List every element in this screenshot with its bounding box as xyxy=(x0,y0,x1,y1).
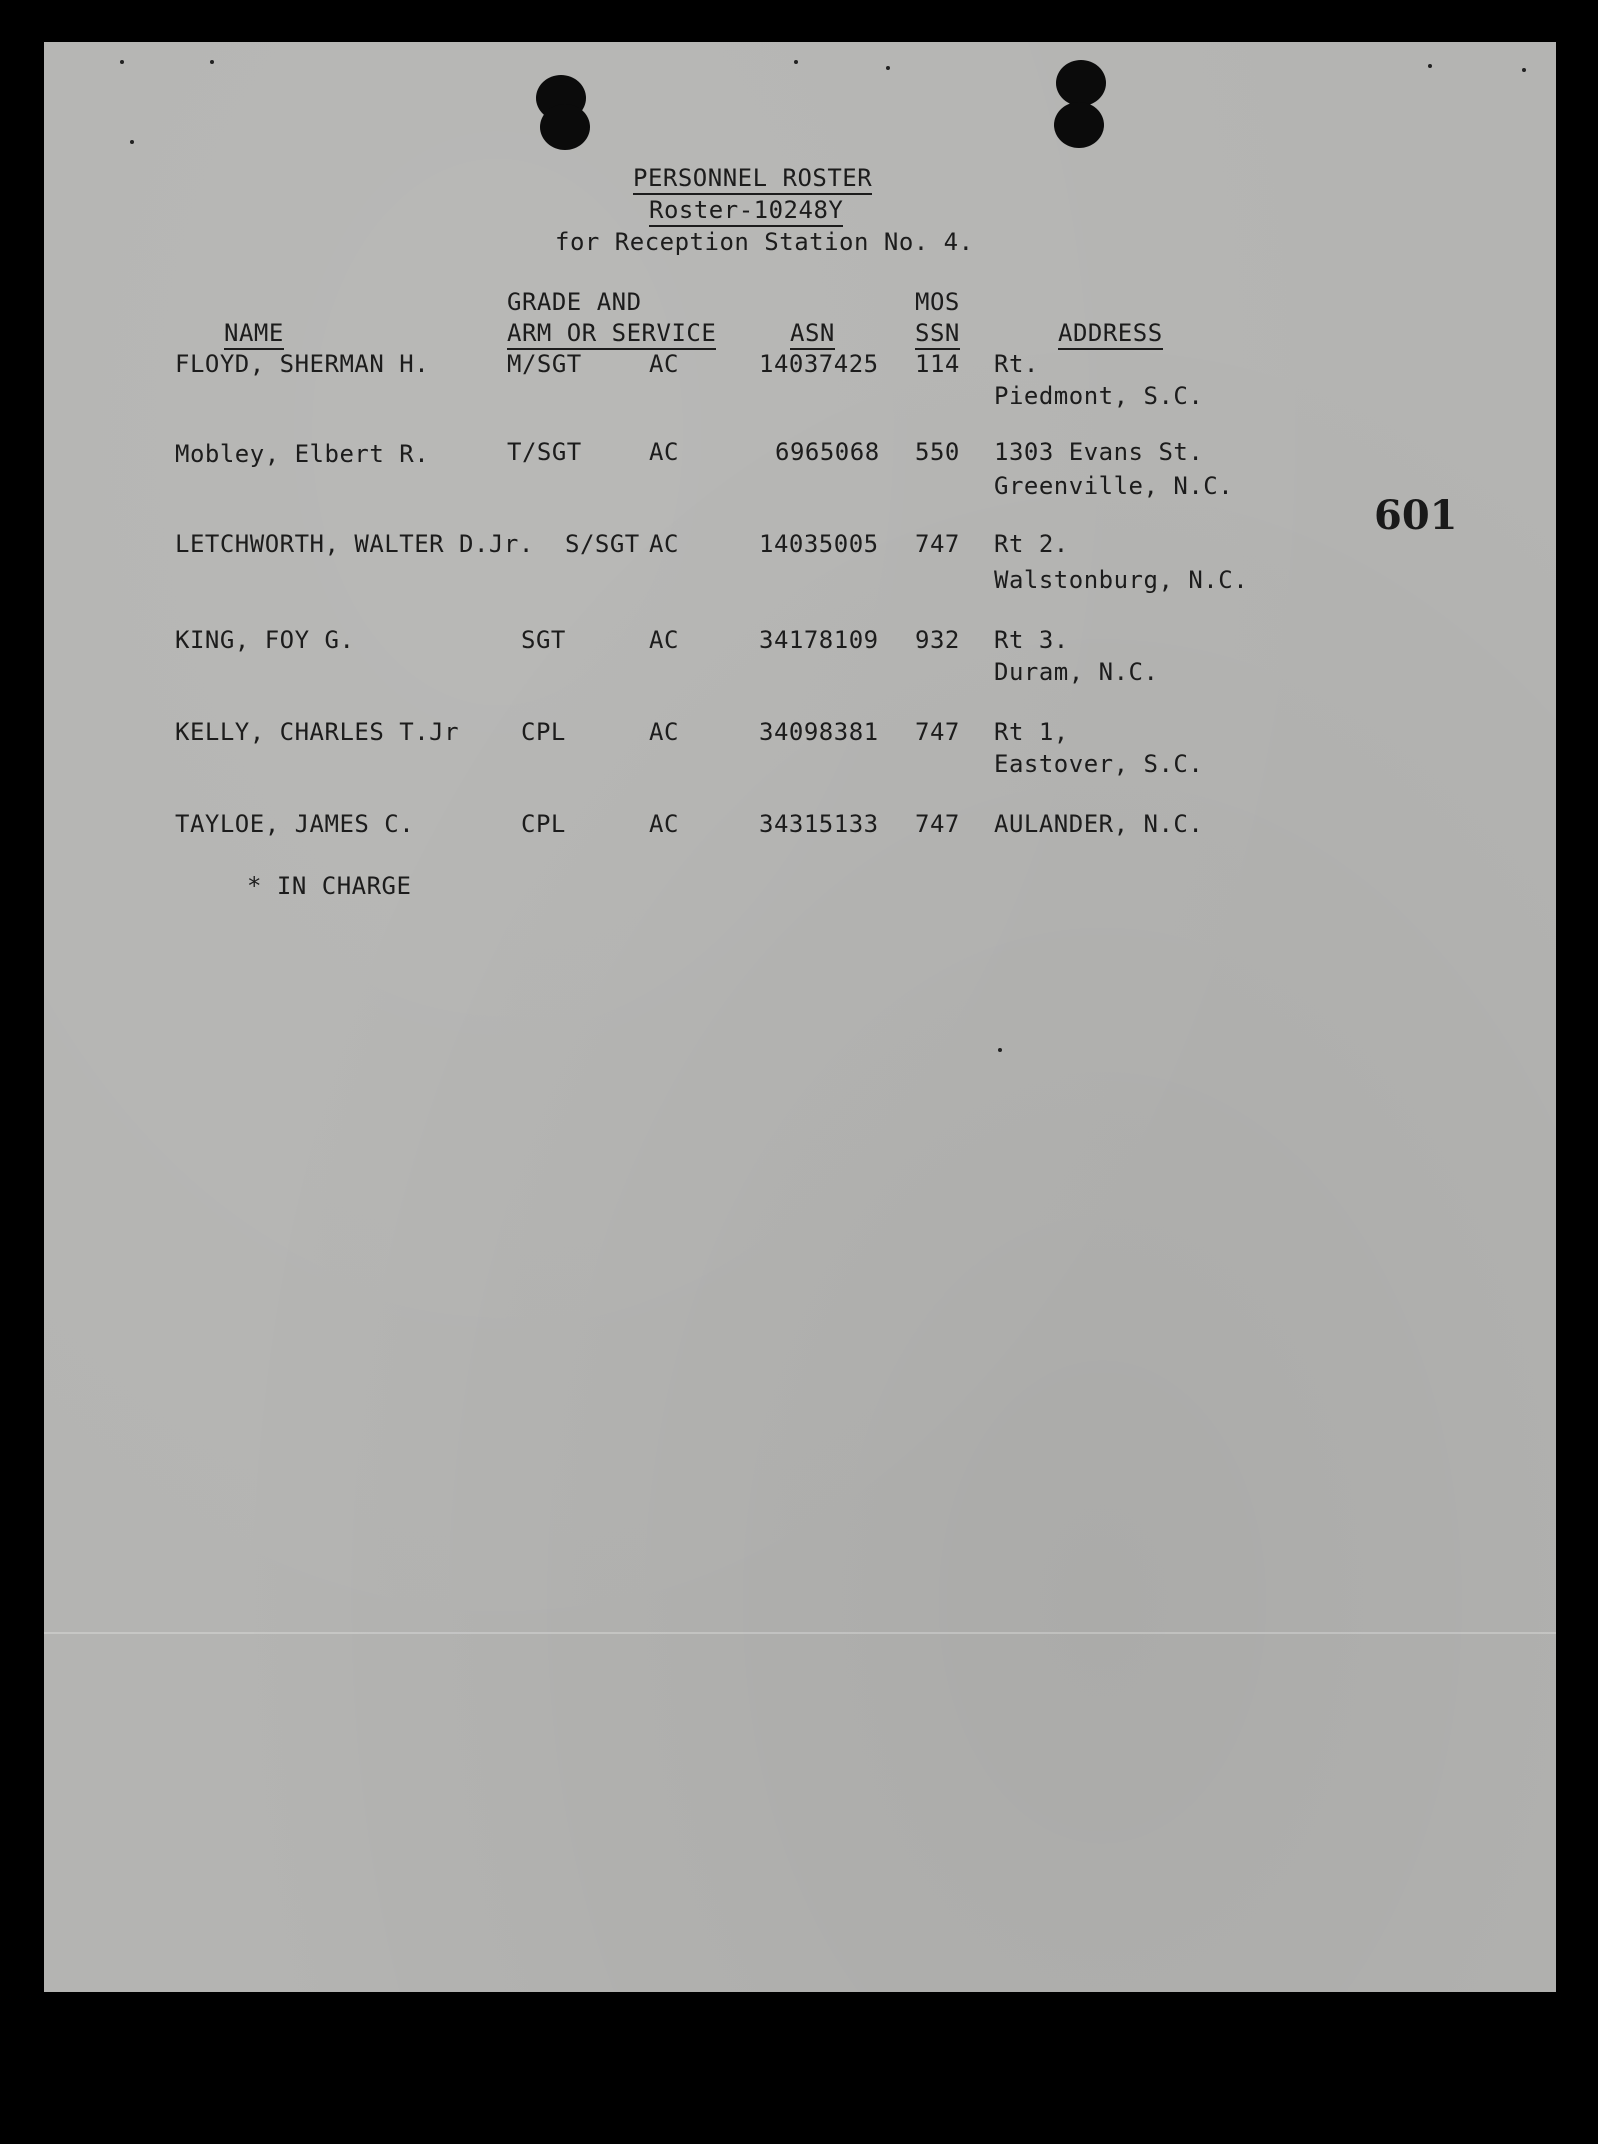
row-address-line2: Piedmont, S.C. xyxy=(994,382,1204,410)
row-mos: 932 xyxy=(915,626,960,654)
speck xyxy=(1428,64,1432,68)
speck xyxy=(998,1048,1002,1052)
row-name: TAYLOE, JAMES C. xyxy=(175,810,415,838)
speck xyxy=(120,60,124,64)
row-grade: T/SGT xyxy=(507,438,582,466)
row-grade: CPL xyxy=(521,718,566,746)
row-asn: 34098381 xyxy=(759,718,879,746)
row-address-line1: Rt 3. xyxy=(994,626,1069,654)
col-address-header: ADDRESS xyxy=(1058,319,1163,350)
row-arm: AC xyxy=(649,718,679,746)
row-asn: 14035005 xyxy=(759,530,879,558)
row-address-line1: Rt. xyxy=(994,350,1039,378)
speck xyxy=(130,140,134,144)
row-mos: 747 xyxy=(915,530,960,558)
roster-number: Roster-10248Y xyxy=(649,196,843,227)
col-asn-header: ASN xyxy=(790,319,835,350)
row-grade: S/SGT xyxy=(565,530,640,558)
row-grade: SGT xyxy=(521,626,566,654)
punch-hole-left-lower xyxy=(540,104,590,150)
col-mos-line1: MOS xyxy=(915,288,960,316)
document-page xyxy=(44,42,1556,1992)
row-asn: 34178109 xyxy=(759,626,879,654)
speck xyxy=(886,66,890,70)
footnote-in-charge: * IN CHARGE xyxy=(247,872,412,900)
row-mos: 747 xyxy=(915,810,960,838)
row-grade: M/SGT xyxy=(507,350,582,378)
col-mos-line2: SSN xyxy=(915,319,960,350)
page-number: 601 xyxy=(1374,492,1458,539)
row-asn: 34315133 xyxy=(759,810,879,838)
punch-hole-right xyxy=(1056,60,1106,106)
col-grade-line2: ARM OR SERVICE xyxy=(507,319,716,350)
row-asn: 6965068 xyxy=(775,438,880,466)
row-address-line2: Walstonburg, N.C. xyxy=(994,566,1249,594)
row-arm: AC xyxy=(649,350,679,378)
row-address-line2: Greenville, N.C. xyxy=(994,472,1234,500)
speck xyxy=(794,60,798,64)
row-arm: AC xyxy=(649,438,679,466)
row-address-line1: AULANDER, N.C. xyxy=(994,810,1204,838)
row-name: KELLY, CHARLES T.Jr xyxy=(175,718,460,746)
roster-title: PERSONNEL ROSTER xyxy=(633,164,872,195)
row-address-line1: 1303 Evans St. xyxy=(994,438,1204,466)
row-grade: CPL xyxy=(521,810,566,838)
station-line: for Reception Station No. 4. xyxy=(555,228,974,256)
col-grade-line1: GRADE AND xyxy=(507,288,642,316)
speck xyxy=(1522,68,1526,72)
row-asn: 14037425 xyxy=(759,350,879,378)
row-address-line1: Rt 2. xyxy=(994,530,1069,558)
row-arm: AC xyxy=(649,810,679,838)
row-name: LETCHWORTH, WALTER D.Jr. xyxy=(175,530,534,558)
row-arm: AC xyxy=(649,626,679,654)
speck xyxy=(210,60,214,64)
row-address-line2: Duram, N.C. xyxy=(994,658,1159,686)
paper-crease xyxy=(44,1632,1556,1634)
punch-hole-right-lower xyxy=(1054,102,1104,148)
row-arm: AC xyxy=(649,530,679,558)
row-address-line2: Eastover, S.C. xyxy=(994,750,1204,778)
row-mos: 114 xyxy=(915,350,960,378)
row-mos: 747 xyxy=(915,718,960,746)
row-mos: 550 xyxy=(915,438,960,466)
row-name: Mobley, Elbert R. xyxy=(175,440,430,468)
row-name: KING, FOY G. xyxy=(175,626,355,654)
col-name-header: NAME xyxy=(224,319,284,350)
row-name: FLOYD, SHERMAN H. xyxy=(175,350,430,378)
row-address-line1: Rt 1, xyxy=(994,718,1069,746)
